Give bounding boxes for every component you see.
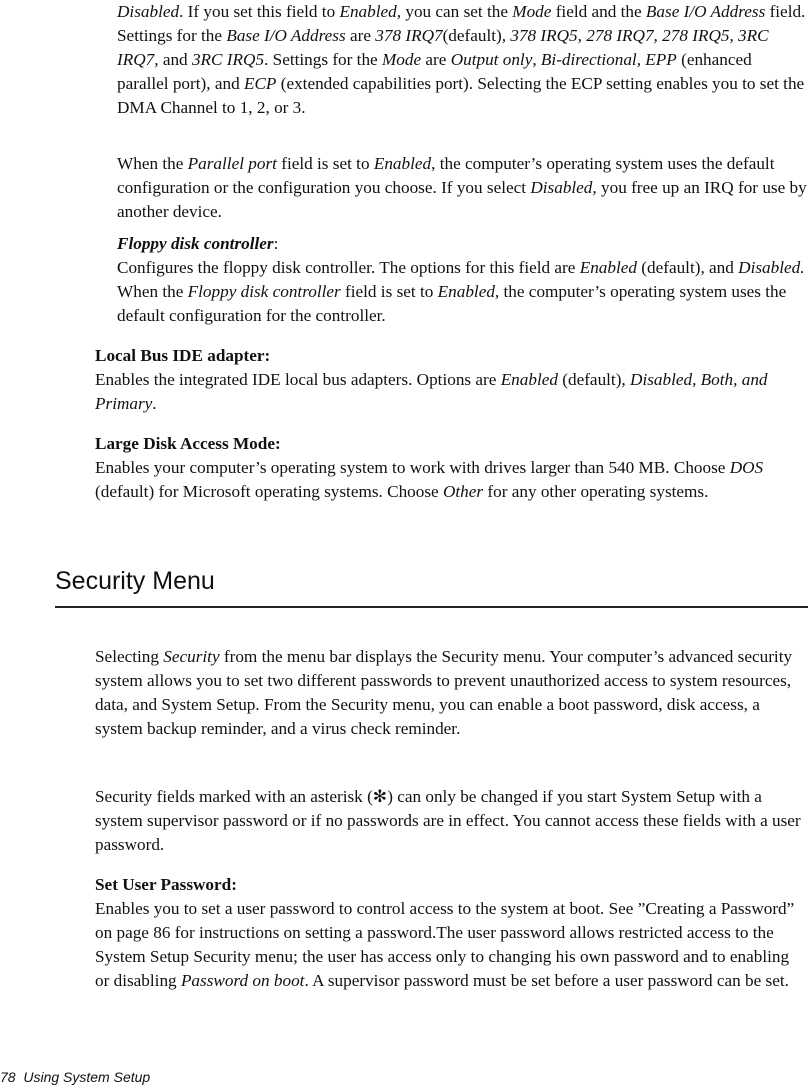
page-number: 78 bbox=[0, 1069, 16, 1085]
parallel-port-settings-paragraph: Disabled. If you set this field to Enabled, you can set the Mode field and the Base I/O Address field. Settings for the Base I/O Address are 378 IRQ7(default), 378 IRQ5, 278 IRQ7, 278 IRQ5, 3RC IRQ7, and 3RC IRQ5. Settings for the Mode are Output only, Bi-directional, EPP (enhanced parallel port), and ECP (extended capabilities port). Selecting the ECP setting enables you to set the DMA Channel to 1, 2, or 3. bbox=[117, 2, 806, 118]
security-asterisk-paragraph: Security fields marked with an asterisk (✻) can only be changed if you start System Setup with a system supervisor password or if no passwords are in effect. You cannot access these fields with a user password. bbox=[95, 787, 801, 855]
user-password-heading: Set User Password: bbox=[95, 875, 237, 894]
ide-adapter-entry: Local Bus IDE adapter: Enables the integrated IDE local bus adapters. Options are Enabled (default), Disabled, Both, and Primary. bbox=[95, 346, 768, 414]
parallel-port-enabled-paragraph: When the Parallel port field is set to Enabled, the computer’s operating system uses the default configuration or the configuration you choose. If you select Disabled, you free up an IRQ for use by another device. bbox=[117, 154, 807, 222]
floppy-controller-heading: Floppy disk controller bbox=[117, 234, 274, 253]
section-title: Security Menu bbox=[55, 567, 215, 595]
section-divider bbox=[55, 606, 808, 608]
floppy-controller-entry: Floppy disk controller: Configures the floppy disk controller. The options for this field are Enabled (default), and Disabled. When the Floppy disk controller field is set to Enabled, the computer’s operating system uses the default configuration for the controller. bbox=[117, 234, 805, 326]
user-password-entry: Set User Password: Enables you to set a user password to control access to the system at boot. See ”Creating a Password” on page 86 for instructions on setting a password.The user password allows restricted access to the System Setup Security menu; the user has access only to changing his own password and to enabling or disabling Password on boot. A supervisor password must be set before a user password can be set. bbox=[95, 875, 795, 991]
ide-adapter-heading: Local Bus IDE adapter: bbox=[95, 346, 271, 365]
large-disk-entry: Large Disk Access Mode: Enables your computer’s operating system to work with drives larger than 540 MB. Choose DOS (default) for Microsoft operating systems. Choose Other for any other operating systems. bbox=[95, 434, 764, 502]
chapter-title: Using System Setup bbox=[23, 1069, 151, 1085]
large-disk-heading: Large Disk Access Mode: bbox=[95, 434, 281, 453]
security-intro-paragraph: Selecting Security from the menu bar displays the Security menu. Your computer’s advanced security system allows you to set two different passwords to prevent unauthorized access to system resources, data, and System Setup. From the Security menu, you can enable a boot password, disk access, a system backup reminder, and a virus check reminder. bbox=[95, 647, 793, 739]
page-footer bbox=[0, 1068, 150, 1086]
